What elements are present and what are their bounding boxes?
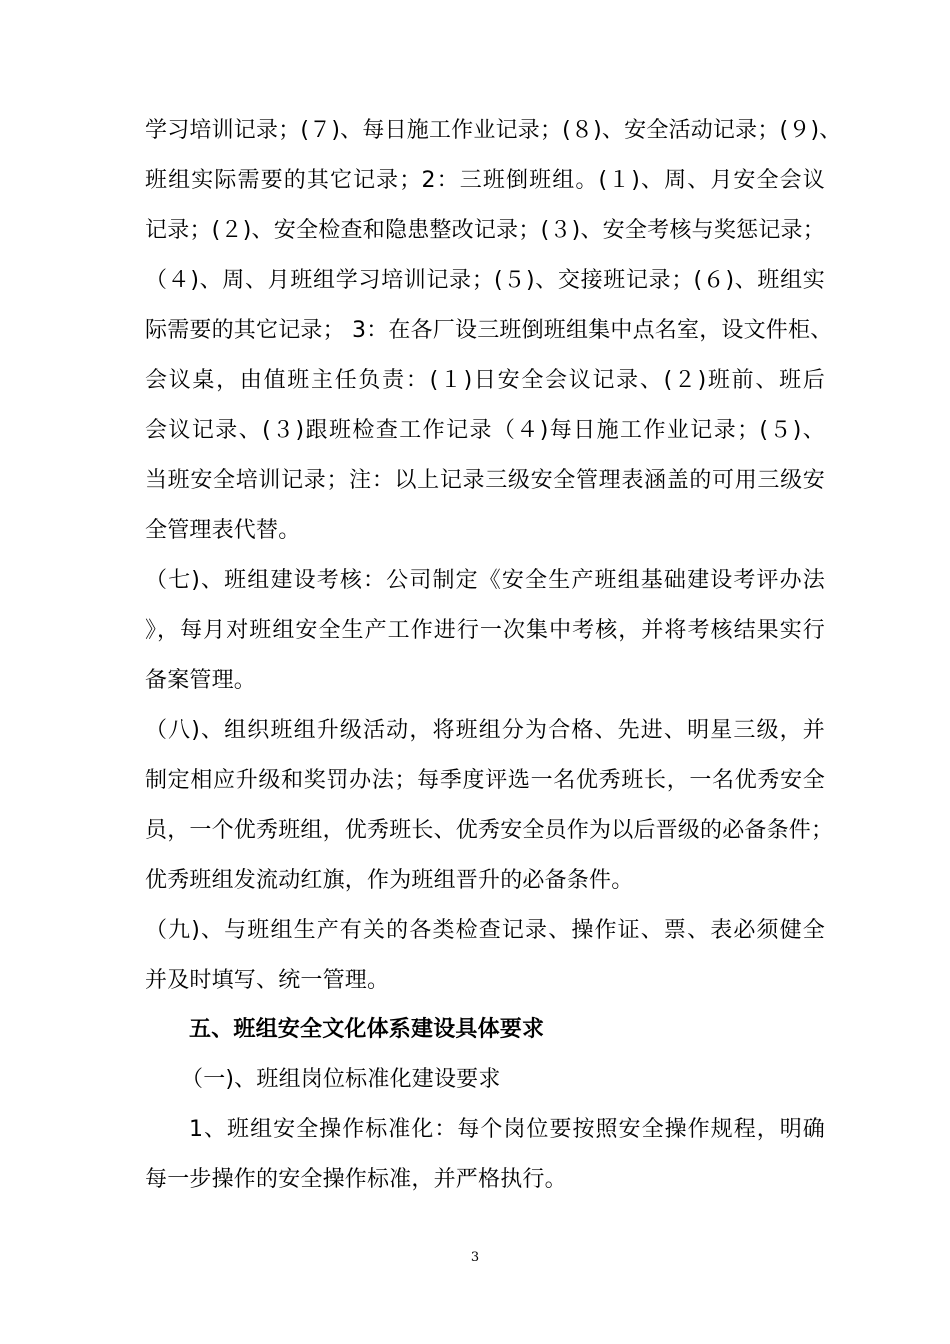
body-line: （４)、周、月班组学习培训记录；(５)、交接班记录；(６)、班组实 (145, 268, 825, 293)
subsection-heading: （一)、班组岗位标准化建设要求 (181, 1067, 501, 1092)
body-line: 际需要的其它记录； 3：在各厂设三班倒班组集中点名室，设文件柜、 (145, 318, 833, 343)
body-line: 会议记录、(３)跟班检查工作记录（４)每日施工作业记录；(５)、 (145, 418, 825, 443)
body-line: 优秀班组发流动红旗，作为班组晋升的必备条件。 (145, 868, 634, 893)
body-line: 员，一个优秀班组，优秀班长、优秀安全员作为以后晋级的必备条件； (145, 818, 834, 843)
body-line: 会议桌，由值班主任负责：(１)日安全会议记录、(２)班前、班后 (145, 368, 825, 393)
body-line: （七)、班组建设考核：公司制定《安全生产班组基础建设考评办法 (145, 568, 825, 593)
body-line: （八)、组织班组升级活动，将班组分为合格、先进、明星三级，并 (145, 718, 825, 743)
body-line: 每一步操作的安全操作标准，并严格执行。 (145, 1167, 567, 1192)
body-line: 当班安全培训记录；注：以上记录三级安全管理表涵盖的可用三级安 (145, 468, 825, 493)
page-number: 3 (470, 1250, 480, 1265)
body-line: （九)、与班组生产有关的各类检查记录、操作证、票、表必须健全 (145, 918, 825, 943)
body-line: 1、班组安全操作标准化：每个岗位要按照安全操作规程，明确 (189, 1117, 825, 1142)
section-heading: 五、班组安全文化体系建设具体要求 (189, 1017, 545, 1042)
body-line: 班组实际需要的其它记录；2：三班倒班组。(１)、周、月安全会议 (145, 168, 825, 193)
body-line: 记录；(２)、安全检查和隐患整改记录；(３)、安全考核与奖惩记录； (145, 218, 825, 243)
body-line: 并及时填写、统一管理。 (145, 968, 390, 993)
body-line: 备案管理。 (145, 668, 257, 693)
body-line: 全管理表代替。 (145, 518, 301, 543)
body-line: 》，每月对班组安全生产工作进行一次集中考核，并将考核结果实行 (145, 618, 825, 643)
body-line: 制定相应升级和奖罚办法；每季度评选一名优秀班长，一名优秀安全 (145, 768, 825, 793)
body-line: 学习培训记录；(７)、每日施工作业记录；(８)、安全活动记录；(９)、 (145, 118, 842, 143)
